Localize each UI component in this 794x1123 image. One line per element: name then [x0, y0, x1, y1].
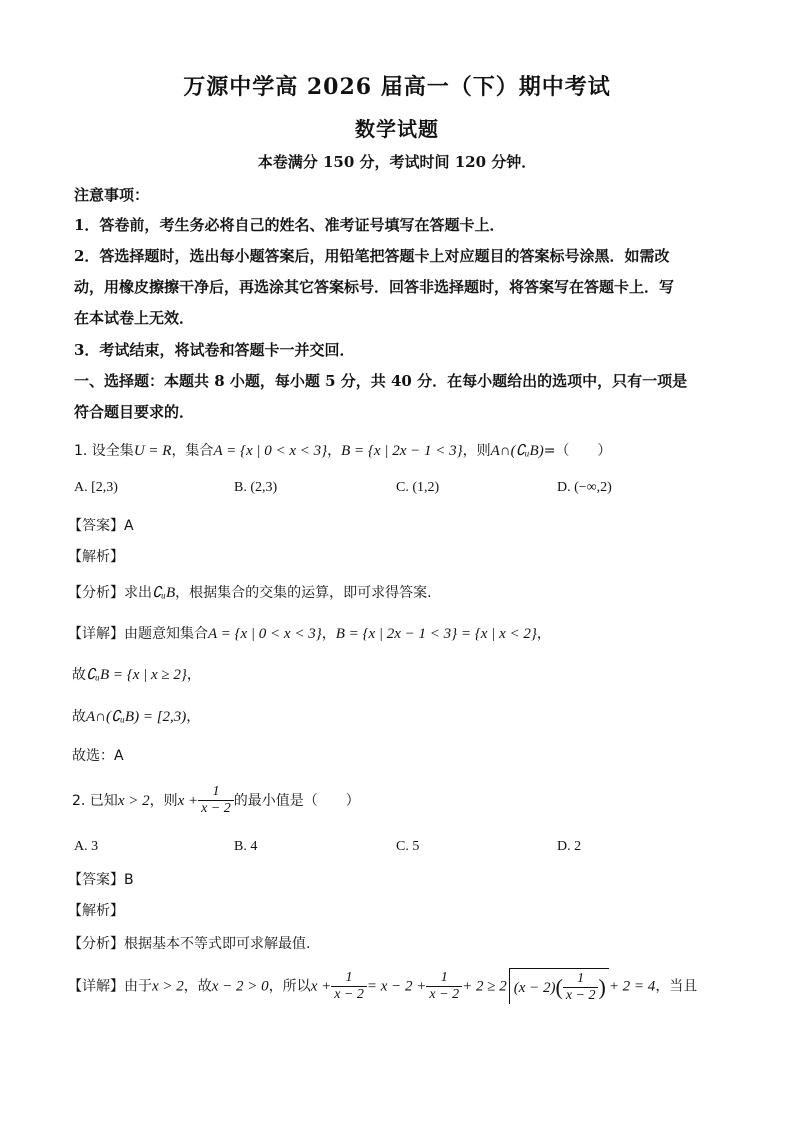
q2-x-plus: x + — [177, 793, 199, 809]
q2-sqrt — [509, 968, 609, 1004]
exam-info: 本卷满分 150 分，考试时间 120 分钟． — [257, 153, 537, 171]
q2-xiangjie-tag: 【详解】 — [68, 978, 124, 995]
q1-gu-2-pre: 故 — [72, 709, 86, 725]
q2-condition: x > 2 — [117, 793, 150, 809]
q1-fenxi — [68, 582, 432, 602]
q1-xiangjie-set-a: A = {x | 0 < x < 3} — [208, 626, 322, 642]
note-1: 1．答卷前，考生务必将自己的姓名、准考证号填写在答题卡上． — [74, 216, 505, 234]
q2-option-c: C. 5 — [396, 839, 420, 854]
q1-then: ，则 — [462, 443, 491, 459]
q2-stem — [72, 784, 360, 817]
q2-fraction-denominator: x − 2 — [201, 801, 231, 816]
q1-option-a — [74, 480, 118, 496]
q2-sqrt-fraction-num: 1 — [563, 971, 599, 988]
q1-answer — [68, 515, 134, 535]
q1-set-b: B = {x | 2x − 1 < 3} — [341, 443, 463, 459]
q1-gu-1-expr: ∁ᵤB = {x | x ≥ 2} — [86, 667, 187, 683]
q1-universal-set: U = R — [133, 443, 172, 459]
section-heading-line-1: 一、选择题：本题共 8 小题，每小题 5 分，共 40 分．在每小题给出的选项中，只有一项是 — [74, 372, 688, 390]
q1-fenxi-expr: ∁ᵤB — [152, 585, 176, 601]
note-2-line-3: 在本试卷上无效． — [74, 309, 195, 327]
q1-gu-1-pre: 故 — [72, 667, 86, 683]
q1-xiangjie — [68, 623, 551, 643]
q1-fenxi-post: ，根据集合的交集的运算，即可求得答案. — [175, 585, 432, 601]
q1-xiangjie-comma: ， — [321, 626, 336, 642]
q1-stem-prefix: 1. 设全集 — [74, 443, 134, 459]
q2-answer-tag: 【答案】 — [68, 872, 124, 888]
q1-gu-2-end: ， — [186, 709, 201, 725]
q2-fraction — [198, 784, 234, 817]
q2-fraction-numerator: 1 — [198, 784, 234, 801]
q1-gu-2-expr: A∩(∁ᵤB) = [2,3) — [86, 709, 187, 725]
q1-xiangjie-end: ， — [536, 626, 551, 642]
q2-xiangjie-condition-2: x − 2 > 0 — [211, 978, 269, 995]
q1-answer-value: A — [124, 518, 134, 534]
q1-option-b-value: (2,3) — [250, 480, 278, 495]
q1-set-a: A = {x | 0 < x < 3} — [213, 443, 328, 459]
q2-option-b: B. 4 — [234, 839, 258, 854]
q2-answer — [68, 869, 134, 889]
q1-gu-1-end: ， — [186, 667, 201, 683]
q2-xiangjie-so: ，所以 — [268, 978, 311, 995]
q1-option-a-label: A. — [74, 480, 88, 495]
q2-option-a: A. 3 — [74, 839, 99, 854]
q1-gu-2 — [72, 706, 200, 726]
q2-xiangjie-eq-1: = x − 2 + — [366, 978, 427, 995]
q2-sqrt-fraction — [563, 971, 599, 1004]
q2-stem-mid: ，则 — [149, 793, 178, 809]
q1-option-b-label: B. — [234, 480, 247, 495]
q1-gu-1 — [72, 664, 201, 684]
q1-blank: =（ ） — [543, 443, 612, 459]
q2-xiangjie-eq-3: + 2 = 4 — [608, 978, 656, 995]
note-2-line-1: 2．答选择题时，选出每小题答案后，用铅笔把答题卡上对应题目的答案标号涂黑．如需改 — [74, 247, 670, 265]
q2-xiangjie-gu: ，故 — [183, 978, 212, 995]
q2-fenxi — [68, 933, 310, 953]
q2-analysis-tag: 【解析】 — [68, 903, 124, 919]
q2-fenxi-text: 根据基本不等式即可求解最值. — [124, 936, 311, 952]
section-heading-line-2: 符合题目要求的． — [74, 403, 195, 421]
q1-option-c-label: C. — [396, 480, 409, 495]
q1-option-d-value: (−∞,2) — [574, 480, 612, 495]
q1-choose: 故选：A — [72, 748, 124, 764]
q2-xiangjie-end: ，当且 — [655, 978, 698, 995]
q2-stem-pre: 2. 已知 — [72, 793, 118, 809]
q1-stem — [74, 440, 611, 460]
q2-paren-open: ( — [555, 974, 563, 1000]
q1-option-d-label: D. — [557, 480, 571, 495]
q2-xiangjie-eq-2: + 2 ≥ 2 — [462, 978, 507, 995]
note-2-line-2: 动，用橡皮擦擦干净后，再选涂其它答案标号．回答非选择题时，将答案写在答题卡上．写 — [74, 278, 675, 296]
q2-fenxi-tag: 【分析】 — [68, 936, 124, 952]
q2-xiangjie-pre: 由于 — [124, 978, 152, 995]
q2-xiangjie-condition: x > 2 — [152, 978, 184, 995]
q1-fenxi-tag: 【分析】 — [68, 585, 124, 601]
q2-xiangjie-fraction-1-num: 1 — [331, 970, 367, 987]
q1-option-d — [557, 480, 612, 496]
q1-expression: A∩(∁ᵤB) — [490, 443, 544, 459]
q1-comma: ， — [327, 443, 342, 459]
q2-xiangjie-fraction-2-den: x − 2 — [429, 986, 460, 1002]
q1-answer-tag: 【答案】 — [68, 518, 124, 534]
q2-xiangjie-x-plus: x + — [310, 978, 332, 995]
q1-option-c-value: (1,2) — [412, 480, 440, 495]
q1-analysis-tag: 【解析】 — [68, 549, 124, 565]
q2-answer-value: B — [124, 872, 134, 888]
q2-xiangjie-fraction-2 — [426, 970, 462, 1003]
note-3: 3．考试结束，将试卷和答题卡一并交回． — [74, 341, 355, 359]
q2-sqrt-fraction-den: x − 2 — [565, 988, 596, 1003]
q2-paren-close: ) — [598, 974, 606, 1000]
q1-xiangjie-set-b: B = {x | 2x − 1 < 3} = {x | x < 2} — [335, 626, 537, 642]
q2-xiangjie-fraction-2-num: 1 — [426, 970, 462, 987]
q1-stem-mid: ，集合 — [171, 443, 214, 459]
q1-fenxi-pre: 求出 — [124, 585, 152, 601]
q2-option-d: D. 2 — [557, 839, 582, 854]
q1-xiangjie-pre: 由题意知集合 — [124, 626, 208, 642]
q1-option-c — [396, 480, 439, 496]
notes-heading: 注意事项： — [74, 186, 150, 204]
exam-title: 万源中学高 2026 届高一（下）期中考试 — [183, 74, 611, 100]
q2-sqrt-factor: (x − 2) — [513, 980, 556, 996]
q2-xiangjie — [68, 968, 697, 1004]
q1-option-a-value: [2,3) — [91, 480, 118, 495]
subject-title: 数学试题 — [355, 117, 439, 141]
q1-option-b — [234, 480, 277, 496]
q2-xiangjie-fraction-1 — [331, 970, 367, 1003]
q2-stem-post: 的最小值是（ ） — [233, 793, 360, 809]
q2-xiangjie-fraction-1-den: x − 2 — [334, 986, 364, 1002]
q1-xiangjie-tag: 【详解】 — [68, 626, 124, 642]
